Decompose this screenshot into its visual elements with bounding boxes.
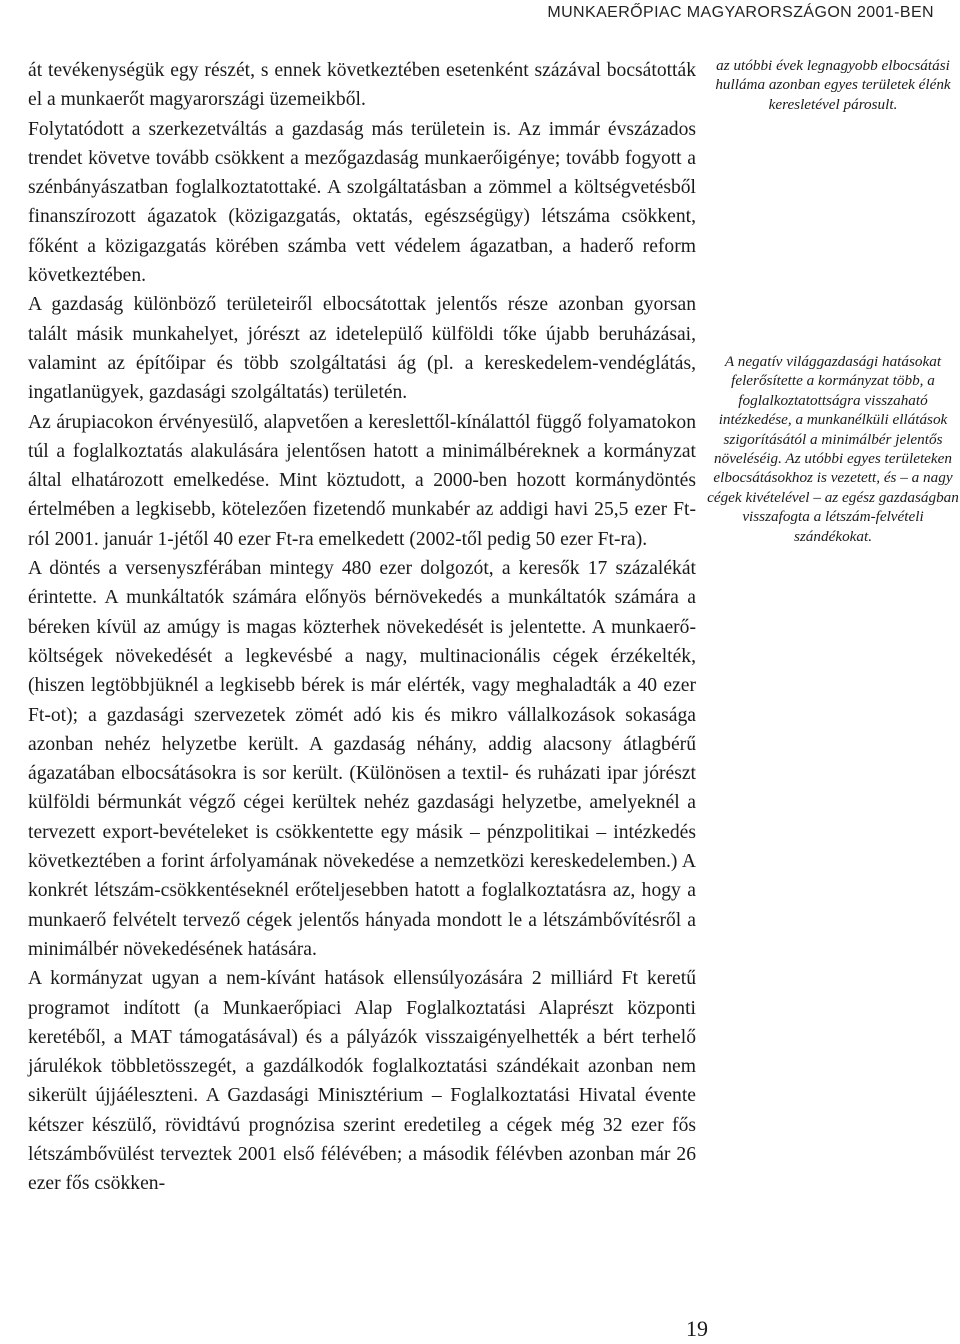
margin-note-1	[706, 56, 960, 114]
margin-note-2	[706, 352, 960, 546]
body-paragraph: A döntés a versenyszférában mintegy 480 ezer dolgozót, a keresők 17 százalékát érintette. A munkáltatók számára előnyös bérnövekedés a munkáltatók számára a béreken kívül az amúgy is magas közterhek növekedését is jelentette. A munkaerő-költségek növekedését a legkevésbé a nagy, multinacionális cégek érzékelték, (hiszen legtöbbjüknél a legkisebb bérek is már elérték, vagy meghaladták a 40 ezer Ft-ot); a gazdasági szervezetek zömét adó kis és mikro vállalkozások sokasága azonban nehéz helyzetbe került. A gazdaság néhány, addig alacsony átlagbérű ágazatában elbocsátásokra is sor került. (Különösen a textil- és ruházati ipar jórészt külföldi bérmunkát végző cégei kerültek nehéz gazdasági helyzetbe, amelyeknél a tervezett export-bevételeket is csökkentette egy másik – pénzpolitikai – intézkedés következtében a forint árfolyamának növekedése a nemzetközi kereskedelemben.) A konkrét létszám-csökkentéseknél erőteljesebben hatott a foglalkoztatásra az, hogy a munkaerő felvételt tervező cégek jelentős hányada mondott le a létszámbővítésről a minimálbér növekedésének hatására.	[28, 558, 696, 960]
margin-note-text: A negatív világgazdasági hatásokat felerősítette a kormányzat több, a foglalkoztatottságra visszaható intézkedése, a munkanélküli ellátások szigorításától a minimálbér jelentős növeléséig. Az utóbbi egyes területeken elbocsátásokhoz is vezetett, és – a nagy cégek kivételével – az egész gazdaságban visszafogta a létszám-felvételi szándékokat.	[707, 353, 959, 545]
body-paragraph: A kormányzat ugyan a nem-kívánt hatások ellensúlyozására 2 milliárd Ft keretű programot indított (a Munkaerőpiaci Alap Foglalkoztatási Alaprészt központi keretéből, a MAT támogatásával) és a pályázók visszaigényelhették a bért terhelő járulékok többletösszegét, a gazdálkodók foglalkoztatási szándékait azonban nem sikerült újjáéleszteni. A Gazdasági Minisztérium – Foglalkoztatási Hivatal évente kétszer készülő, rövidtávú prognózisa szerint eredetileg a cégek még 32 ezer fős létszámbővülést terveztek 2001 első félévében; a második félévben azonban már 26 ezer fős csökken-	[28, 968, 696, 1195]
main-body-text	[28, 56, 696, 1199]
body-paragraph: át tevékenységük egy részét, s ennek következtében esetenként százával bocsátották el a munkaerőt magyarországi üzemeikből.	[28, 60, 696, 111]
body-paragraph: Az árupiacokon érvényesülő, alapvetően a kereslettől-kínálattól függő folyamatokon túl a foglalkoztatás alakulására jelentősen hatott a minimálbéreknek a kormányzat által elhatározott emelkedése. Mint köztudott, a 2000-ben hozott kormánydöntés értelmében a legkisebb, kötelezően fizetendő munkabér az addigi havi 25,5 ezer Ft-ról 2001. január 1-jétől 40 ezer Ft-ra emelkedett (2002-től pedig 50 ezer Ft-ra).	[28, 411, 696, 550]
margin-note-text: az utóbbi évek legnagyobb elbocsátási hulláma azonban egyes területek élénk keresletével párosult.	[715, 57, 951, 113]
page-number: 19	[686, 1316, 708, 1341]
body-paragraph: A gazdaság különböző területeiről elbocsátottak jelentős része azonban gyorsan talált másik munkahelyet, jórészt az idetelepülő külföldi tőke újabb beruházásai, valamint az építőipar és több szolgáltatási ág (pl. a kereskedelem-vendéglátás, ingatlanügyek, gazdasági szolgáltatás) területén.	[28, 294, 696, 404]
running-title: MUNKAERŐPIAC MAGYARORSZÁGON 2001-BEN	[547, 4, 934, 21]
body-paragraph: Folytatódott a szerkezetváltás a gazdaság más területein is. Az immár évszázados trendet követve tovább csökkent a mezőgazdaság munkaerőigénye; tovább fogyott a szénbányászatban foglalkoztatottaké. A szolgáltatásban a zömmel a költségvetésből finanszírozott ágazatok (közigazgatás, oktatás, egészségügy) létszáma csökkent, főként a közigazgatás körében számba vett védelem ágazatban, a haderő reform következtében.	[28, 118, 696, 287]
